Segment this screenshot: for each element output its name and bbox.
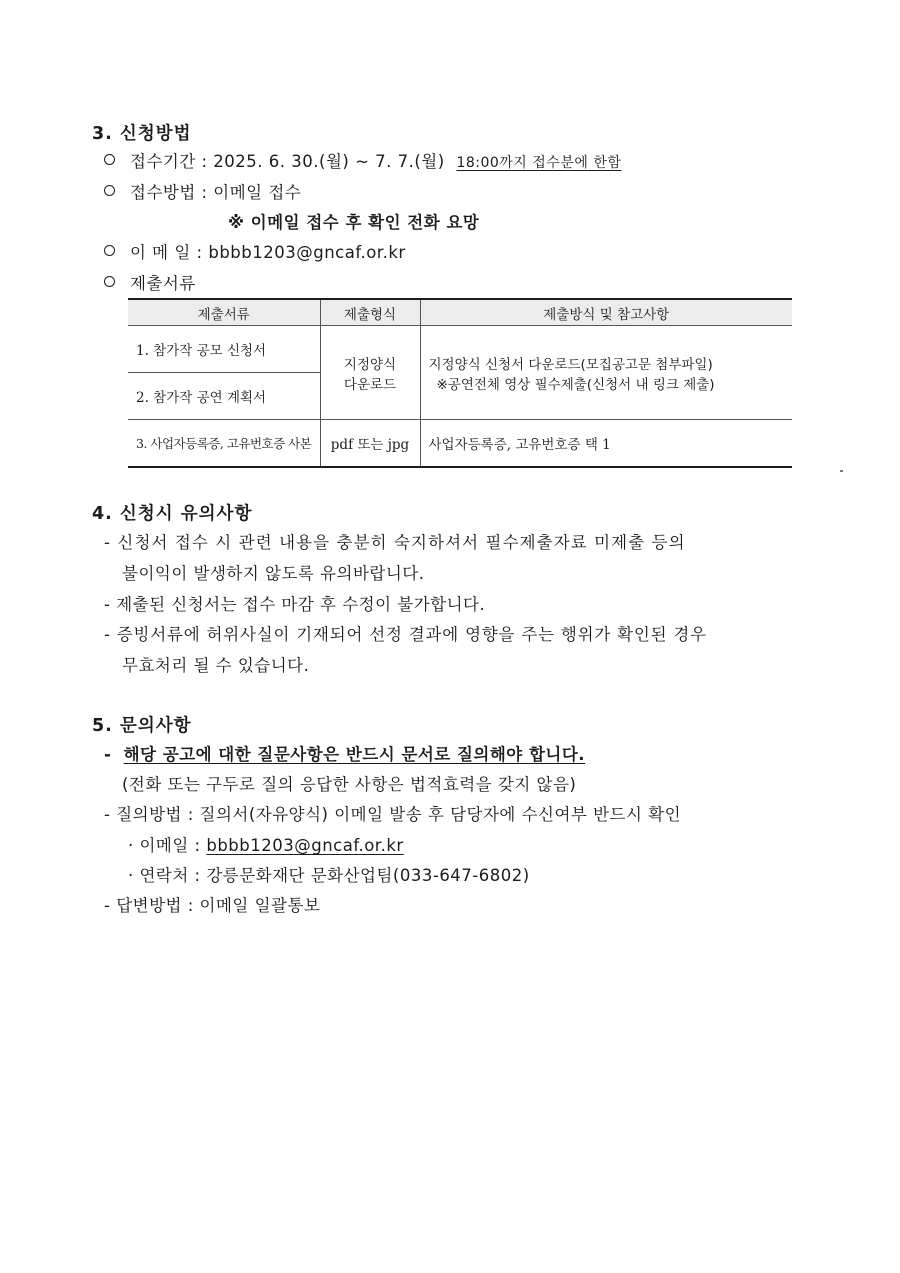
phone-confirm-notice: ※ 이메일 접수 후 확인 전화 요망 <box>228 213 480 232</box>
circle-bullet-icon <box>104 245 115 256</box>
table-row <box>128 326 792 373</box>
caution-item-3-cont: 무효처리 될 수 있습니다. <box>122 656 310 675</box>
application-email: 이 메 일 : bbbb1203@gncaf.or.kr <box>130 243 406 262</box>
inquiry-contact: · 연락처 : 강릉문화재단 문화산업팀(033-647-6802) <box>128 866 530 885</box>
inquiry-email-link[interactable]: bbbb1203@gncaf.or.kr <box>206 836 404 855</box>
scan-speck <box>840 470 843 472</box>
inquiry-method: - 질의방법 : 질의서(자유양식) 이메일 발송 후 담당자에 수신여부 반드시 확인 <box>104 805 682 824</box>
caution-item-3: - 증빙서류에 허위사실이 기재되어 선정 결과에 영향을 주는 행위가 확인된 경우 <box>104 625 707 644</box>
table-cell-doc: 3. 사업자등록증, 고유번호증 사본 <box>128 420 320 468</box>
inquiry-notice-dash: - <box>104 745 112 764</box>
inquiry-notice-sub: (전화 또는 구두로 질의 응답한 사항은 법적효력을 갖지 않음) <box>122 775 577 794</box>
table-cell-doc: 1. 참가작 공모 신청서 <box>128 326 320 373</box>
table-cell-form <box>320 326 420 420</box>
form-line: 다운로드 <box>343 376 397 393</box>
circle-bullet-icon <box>104 276 115 287</box>
table-cell-doc: 2. 참가작 공연 계획서 <box>128 373 320 420</box>
table-cell-method <box>420 326 792 420</box>
documents-label: 제출서류 <box>130 274 196 293</box>
caution-item-1-cont: 불이익이 발생하지 않도록 유의바랍니다. <box>122 564 425 583</box>
form-line: 지정양식 <box>343 356 397 373</box>
caution-item-1: - 신청서 접수 시 관련 내용을 충분히 숙지하셔서 필수제출자료 미제출 등의 <box>104 533 686 552</box>
method-line: ※공연전체 영상 필수제출(신청서 내 링크 제출) <box>436 376 715 393</box>
section-5-title: 5. 문의사항 <box>92 716 192 736</box>
application-method: 접수방법 : 이메일 접수 <box>130 183 302 202</box>
table-header-row <box>128 299 792 326</box>
documents-table <box>128 298 792 468</box>
inquiry-email-label: · 이메일 : <box>128 836 207 855</box>
application-period <box>130 148 621 172</box>
caution-item-2: - 제출된 신청서는 접수 마감 후 수정이 불가합니다. <box>104 595 486 614</box>
table-header: 제출방식 및 참고사항 <box>420 299 792 326</box>
method-line: 지정양식 신청서 다운로드(모집공고문 첨부파일) <box>428 356 713 373</box>
inquiry-notice <box>104 741 585 765</box>
table-cell-method: 사업자등록증, 고유번호증 택 1 <box>420 420 792 468</box>
section-4-title: 4. 신청시 유의사항 <box>92 504 253 524</box>
table-cell-form: pdf 또는 jpg <box>320 420 420 468</box>
circle-bullet-icon <box>104 185 115 196</box>
inquiry-notice-text: 해당 공고에 대한 질문사항은 반드시 문서로 질의해야 합니다. <box>123 745 586 764</box>
circle-bullet-icon <box>104 154 115 165</box>
answer-method: - 답변방법 : 이메일 일괄통보 <box>104 896 321 915</box>
application-period-label: 접수기간 : 2025. 6. 30.(월) ~ 7. 7.(월) <box>130 152 445 171</box>
table-header: 제출서류 <box>128 299 320 326</box>
inquiry-email <box>128 832 404 856</box>
table-header: 제출형식 <box>320 299 420 326</box>
section-3-title: 3. 신청방법 <box>92 124 192 144</box>
table-row <box>128 420 792 468</box>
application-period-note: 18:00까지 접수분에 한함 <box>456 155 622 171</box>
